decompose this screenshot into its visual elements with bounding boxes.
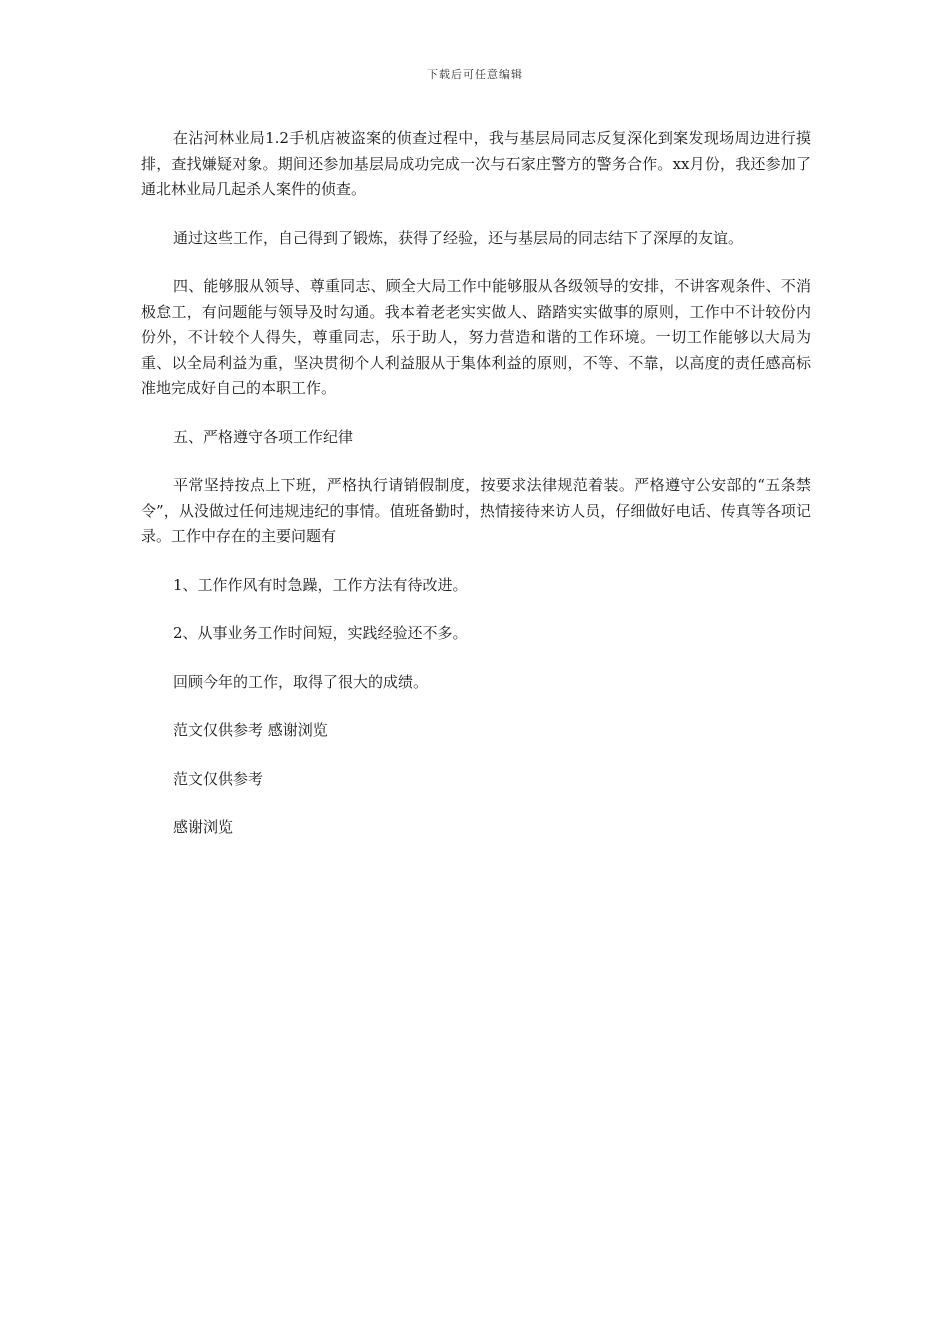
heading-section-five: 五、严格遵守各项工作纪律: [173, 427, 354, 446]
list-item-issue-1: 1、工作作风有时急躁，工作方法有待改进。: [173, 575, 468, 594]
paragraph-section-four: 四、能够服从领导、尊重同志、顾全大局工作中能够服从各级领导的安排，不讲客观条件、不消极怠工，有问题能与领导及时勾通。我本着老老实实做人、踏踏实实做事的原则，工作中不计较份内份外，不计较个人得失，尊重同志，乐于助人，努力营造和谐的工作环境。一切工作能够以大局为重、以全局利益为重，坚决贯彻个人利益服从于集体利益的原则，不等、不靠，以高度的责任感高标准地完成好自己的本职工作。: [141, 277, 811, 397]
paragraph-review: 回顾今年的工作，取得了很大的成绩。: [173, 672, 429, 691]
list-item-issue-2: 2、从事业务工作时间短，实践经验还不多。: [173, 624, 468, 642]
document-body: [141, 126, 811, 864]
footer-note-reference: 范文仅供参考: [173, 769, 264, 788]
paragraph-case-investigation: 在沾河林业局1.2手机店被盗案的侦查过程中，我与基层局同志反复深化到案发现场周边进行摸排，查找嫌疑对象。期间还参加基层局成功完成一次与石家庄警方的警务合作。xx月份，我还参加了通北林业局几起杀人案件的侦查。: [141, 129, 811, 198]
paragraph-experience-gained: 通过这些工作，自己得到了锻炼，获得了经验，还与基层局的同志结下了深厚的友谊。: [173, 228, 744, 247]
footer-note-combined: 范文仅供参考 感谢浏览: [173, 721, 328, 739]
page-header: 下载后可任意编辑: [427, 68, 523, 81]
footer-note-thanks: 感谢浏览: [173, 818, 234, 836]
paragraph-work-discipline: 平常坚持按点上下班，严格执行请销假制度，按要求法律规范着装。严格遵守公安部的“五条禁令”，从没做过任何违规违纪的事情。值班备勤时，热情接待来访人员，仔细做好电话、传真等各项记录。工作中存在的主要问题有: [141, 476, 811, 545]
